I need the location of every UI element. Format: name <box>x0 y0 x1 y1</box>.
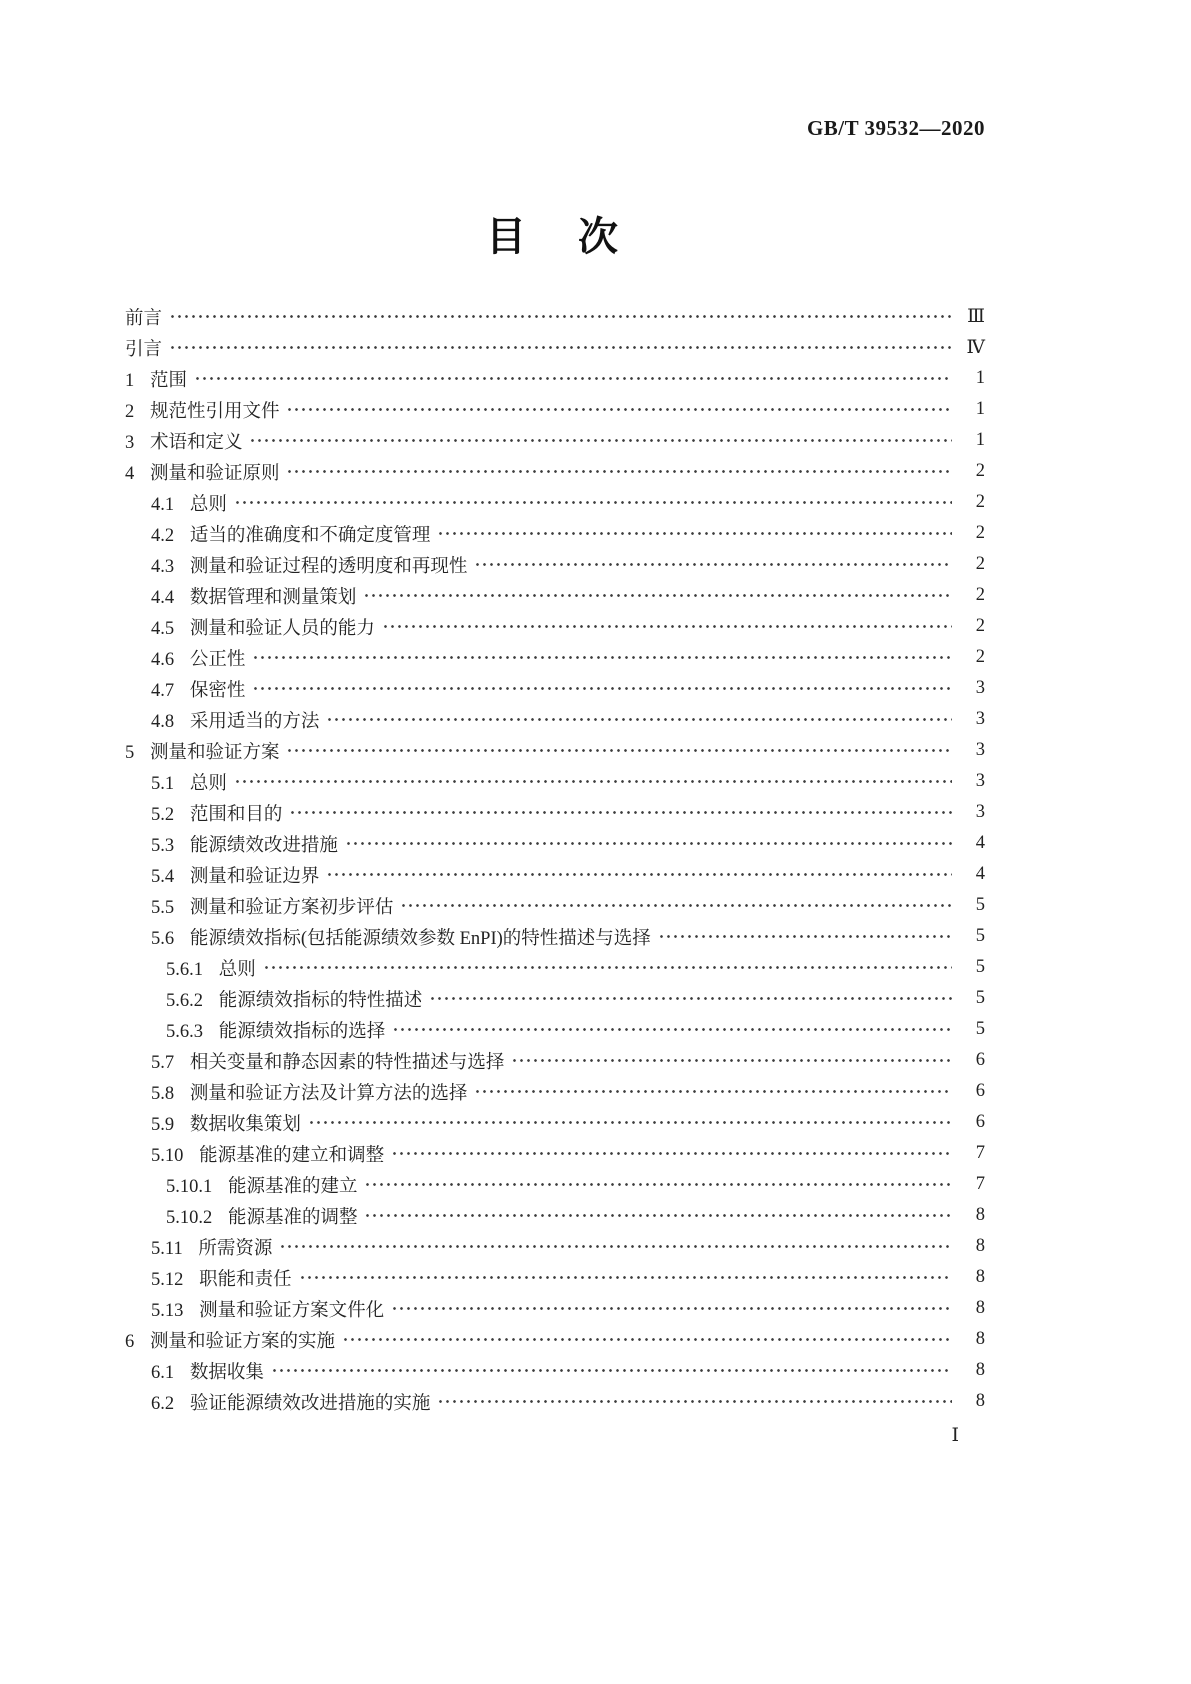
toc-entry-num: 5.2 <box>151 804 175 825</box>
dot-leader <box>363 586 952 605</box>
toc-entry-page: 2 <box>975 616 985 636</box>
toc-entry <box>125 301 985 332</box>
toc-entry <box>125 890 985 921</box>
toc-entry <box>125 425 985 456</box>
toc-entry-num: 6 <box>125 1331 135 1352</box>
dot-leader <box>263 958 952 977</box>
toc-entry-page: 8 <box>975 1236 985 1256</box>
toc-entry-page: 6 <box>975 1081 985 1101</box>
toc-entry <box>125 673 985 704</box>
toc-entry-page: 5 <box>975 988 985 1008</box>
toc-entry-text: 能源基准的建立 <box>227 1176 358 1197</box>
dot-leader <box>342 1330 952 1349</box>
toc-entry-text: 能源绩效指标(包括能源绩效参数 EnPI)的特性描述与选择 <box>189 928 651 949</box>
dot-leader <box>474 1082 952 1101</box>
toc-entry-text: 范围 <box>149 370 187 391</box>
toc-entry-num: 5.1 <box>151 773 175 794</box>
toc-entry <box>125 549 985 580</box>
toc-entry-page: 7 <box>975 1174 985 1194</box>
toc-entry-text: 数据管理和测量策划 <box>189 587 357 608</box>
toc-entry <box>125 332 985 363</box>
toc-entry-page: 2 <box>975 492 985 512</box>
toc-entry <box>125 394 985 425</box>
toc-entry-page: 8 <box>975 1391 985 1411</box>
page-title: 目 次 <box>486 214 624 259</box>
toc-entry-num: 5.6.3 <box>166 1021 203 1042</box>
toc-entry-num: 5.9 <box>151 1114 175 1135</box>
toc-entry-label <box>151 1110 301 1136</box>
toc-entry-text: 能源绩效指标的特性描述 <box>218 990 423 1011</box>
toc-entry-page: 8 <box>975 1205 985 1225</box>
toc-entry-text: 能源基准的调整 <box>227 1207 358 1228</box>
toc-entry <box>125 1138 985 1169</box>
toc-entry-num: 5.6 <box>151 928 175 949</box>
toc-entry-text: 总则 <box>218 959 256 980</box>
toc-entry-num: 5.8 <box>151 1083 175 1104</box>
toc-entry-page: 3 <box>975 709 985 729</box>
toc-entry <box>125 1231 985 1262</box>
dot-leader <box>169 307 952 326</box>
toc-entry-label <box>125 335 162 361</box>
toc-entry <box>125 921 985 952</box>
dot-leader <box>437 1392 952 1411</box>
toc-entry-num: 5.13 <box>151 1300 184 1321</box>
toc-entry-label <box>151 1389 430 1415</box>
toc-entry-text: 规范性引用文件 <box>149 401 280 422</box>
toc-entry-label <box>151 552 467 578</box>
toc-entry-num: 5.6.1 <box>166 959 203 980</box>
dot-leader <box>249 431 952 450</box>
toc-entry <box>125 766 985 797</box>
toc-entry-label <box>151 1234 272 1260</box>
toc-entry-label <box>151 1048 504 1074</box>
toc-entry-page: 4 <box>975 864 985 884</box>
dot-leader <box>299 1268 952 1287</box>
toc-entry-label <box>125 459 279 485</box>
toc-entry-label <box>151 583 356 609</box>
toc-entry-page: 3 <box>975 771 985 791</box>
toc-entry-num: 3 <box>125 432 135 453</box>
toc-entry-num: 6.1 <box>151 1362 175 1383</box>
toc-entry-text: 测量和验证原则 <box>149 463 280 484</box>
toc-entry-label <box>125 1327 335 1353</box>
toc-entry <box>125 487 985 518</box>
toc-entry-label <box>151 1141 384 1167</box>
dot-leader <box>252 679 952 698</box>
toc-entry-label <box>125 738 279 764</box>
dot-leader <box>511 1051 952 1070</box>
dot-leader <box>286 400 952 419</box>
toc-entry-text: 数据收集 <box>189 1362 264 1383</box>
toc-entry-text: 测量和验证方案的实施 <box>149 1331 335 1352</box>
toc-entry-num: 4 <box>125 463 135 484</box>
toc-entry-num: 4.1 <box>151 494 175 515</box>
toc-entry-num: 5.10 <box>151 1145 184 1166</box>
toc-entry-num: 5 <box>125 742 135 763</box>
toc-entry-page: 3 <box>975 740 985 760</box>
toc-entry-text: 采用适当的方法 <box>189 711 320 732</box>
dot-leader <box>364 1206 952 1225</box>
toc-entry-text: 公正性 <box>189 649 246 670</box>
toc-entry-page: 8 <box>975 1298 985 1318</box>
toc-entry-label <box>151 676 245 702</box>
toc-entry-num: 2 <box>125 401 135 422</box>
toc-entry-label <box>151 1079 467 1105</box>
toc-entry-num: 5.12 <box>151 1269 184 1290</box>
dot-leader <box>345 834 952 853</box>
toc-entry-label <box>125 304 162 330</box>
toc-entry-page: 1 <box>975 368 985 388</box>
toc-entry-label <box>151 521 430 547</box>
toc-entry <box>125 1014 985 1045</box>
dot-leader <box>392 1020 952 1039</box>
toc-entry-label <box>166 1172 357 1198</box>
toc-entry-text: 范围和目的 <box>189 804 283 825</box>
toc-entry-num: 6.2 <box>151 1393 175 1414</box>
dot-leader <box>382 617 952 636</box>
toc-entry-text: 验证能源绩效改进措施的实施 <box>189 1393 431 1414</box>
dot-leader <box>400 896 952 915</box>
toc-entry <box>125 611 985 642</box>
toc-entry <box>125 952 985 983</box>
toc-entry <box>125 580 985 611</box>
toc-list <box>125 301 985 1417</box>
toc-entry-label <box>151 645 245 671</box>
toc-entry <box>125 1107 985 1138</box>
toc-entry-num: 5.10.1 <box>166 1176 213 1197</box>
toc-entry-label <box>151 614 375 640</box>
toc-entry-text: 适当的准确度和不确定度管理 <box>189 525 431 546</box>
toc-entry-text: 总则 <box>189 773 227 794</box>
toc-entry-label <box>151 1265 292 1291</box>
toc-entry-page: 5 <box>975 926 985 946</box>
toc-entry-label <box>125 397 279 423</box>
toc-entry-text: 能源绩效改进措施 <box>189 835 338 856</box>
toc-entry-label <box>166 955 256 981</box>
toc-entry-text: 数据收集策划 <box>189 1114 301 1135</box>
toc-entry-num: 4.7 <box>151 680 175 701</box>
toc-entry <box>125 735 985 766</box>
toc-entry-page: 2 <box>975 554 985 574</box>
toc-entry-page: 1 <box>975 399 985 419</box>
toc-entry <box>125 1200 985 1231</box>
toc-entry-page: 5 <box>975 957 985 977</box>
toc-entry <box>125 456 985 487</box>
toc-entry-num: 4.2 <box>151 525 175 546</box>
toc-entry <box>125 1076 985 1107</box>
toc-entry <box>125 1169 985 1200</box>
toc-entry-label <box>151 1358 264 1384</box>
dot-leader <box>437 524 952 543</box>
toc-entry-num: 5.10.2 <box>166 1207 213 1228</box>
dot-leader <box>429 989 952 1008</box>
dot-leader <box>271 1361 952 1380</box>
dot-leader <box>286 462 952 481</box>
toc-entry-label <box>151 862 319 888</box>
toc-entry-label <box>151 1296 384 1322</box>
toc-entry-num: 4.5 <box>151 618 175 639</box>
toc-entry-text: 保密性 <box>189 680 246 701</box>
toc-entry-num: 4.4 <box>151 587 175 608</box>
toc-entry-num: 5.3 <box>151 835 175 856</box>
toc-entry-text: 职能和责任 <box>199 1269 292 1290</box>
toc-entry-label <box>125 366 187 392</box>
toc-entry-page: 7 <box>975 1143 985 1163</box>
toc-entry-num: 1 <box>125 370 135 391</box>
toc-entry-page: 5 <box>975 1019 985 1039</box>
dot-leader <box>289 803 952 822</box>
toc-entry-num: 5.6.2 <box>166 990 203 1011</box>
toc-entry-label <box>166 1017 385 1043</box>
toc-entry <box>125 1386 985 1417</box>
toc-entry-num: 5.5 <box>151 897 175 918</box>
toc-entry <box>125 983 985 1014</box>
toc-entry-num: 4.3 <box>151 556 175 577</box>
dot-leader <box>252 648 952 667</box>
toc-entry <box>125 642 985 673</box>
toc-entry-num: 4.6 <box>151 649 175 670</box>
toc-entry-page: 6 <box>975 1112 985 1132</box>
toc-entry-text: 相关变量和静态因素的特性描述与选择 <box>189 1052 505 1073</box>
toc-entry <box>125 1324 985 1355</box>
toc-entry-text: 测量和验证方案初步评估 <box>189 897 394 918</box>
toc-entry-label <box>166 1203 357 1229</box>
toc-entry <box>125 1293 985 1324</box>
toc-entry-label <box>151 893 393 919</box>
dot-leader <box>169 338 952 357</box>
dot-leader <box>234 493 952 512</box>
toc-entry-page: 3 <box>975 678 985 698</box>
toc-entry-text: 总则 <box>189 494 227 515</box>
toc-entry-label <box>166 986 422 1012</box>
doc-number: GB/T 39532—2020 <box>806 116 985 140</box>
toc-entry <box>125 1355 985 1386</box>
toc-entry-label <box>151 831 338 857</box>
toc-entry-num: 4.8 <box>151 711 175 732</box>
dot-leader <box>474 555 952 574</box>
toc-entry-page: 3 <box>975 802 985 822</box>
dot-leader <box>658 927 952 946</box>
toc-entry-text: 测量和验证边界 <box>189 866 320 887</box>
toc-entry-page: 8 <box>975 1360 985 1380</box>
dot-leader <box>326 710 952 729</box>
toc-entry-page: 2 <box>975 647 985 667</box>
dot-leader <box>308 1113 952 1132</box>
toc-entry-text: 测量和验证方案 <box>149 742 280 763</box>
toc-entry-text: 能源基准的建立和调整 <box>199 1145 385 1166</box>
toc-entry-num: 5.7 <box>151 1052 175 1073</box>
toc-entry-num: 5.11 <box>151 1238 183 1259</box>
toc-entry-text: 引言 <box>125 339 163 360</box>
toc-entry <box>125 704 985 735</box>
toc-entry-label <box>151 924 651 950</box>
toc-entry-text: 所需资源 <box>198 1238 273 1259</box>
toc-entry <box>125 1262 985 1293</box>
toc-entry-page: 5 <box>975 895 985 915</box>
toc-entry-text: 测量和验证人员的能力 <box>189 618 375 639</box>
toc-entry-label <box>151 490 227 516</box>
toc-entry <box>125 859 985 890</box>
page-number-footer: Ⅰ <box>951 1425 959 1446</box>
dot-leader <box>391 1144 952 1163</box>
toc-entry-page: Ⅳ <box>966 337 985 358</box>
toc-entry-text: 测量和验证方案文件化 <box>199 1300 385 1321</box>
toc-entry-text: 术语和定义 <box>149 432 243 453</box>
toc-entry <box>125 518 985 549</box>
toc-entry-label <box>151 769 227 795</box>
toc-entry-text: 测量和验证过程的透明度和再现性 <box>189 556 468 577</box>
toc-entry-label <box>151 707 319 733</box>
toc-entry-label <box>125 428 242 454</box>
toc-entry-page: 2 <box>975 461 985 481</box>
toc-entry-page: 2 <box>975 585 985 605</box>
dot-leader <box>234 772 952 791</box>
dot-leader <box>364 1175 952 1194</box>
toc-entry-page: Ⅲ <box>967 306 985 327</box>
toc-entry-text: 前言 <box>125 308 163 329</box>
toc-entry-page: 4 <box>975 833 985 853</box>
toc-entry-page: 1 <box>975 430 985 450</box>
dot-leader <box>391 1299 952 1318</box>
dot-leader <box>326 865 952 884</box>
toc-entry-page: 8 <box>975 1329 985 1349</box>
toc-entry-label <box>151 800 282 826</box>
toc-entry-page: 2 <box>975 523 985 543</box>
toc-entry-text: 能源绩效指标的选择 <box>218 1021 386 1042</box>
dot-leader <box>286 741 952 760</box>
toc-entry-num: 5.4 <box>151 866 175 887</box>
toc-entry-page: 6 <box>975 1050 985 1070</box>
toc-entry-text: 测量和验证方法及计算方法的选择 <box>189 1083 468 1104</box>
toc-entry <box>125 363 985 394</box>
toc-entry <box>125 797 985 828</box>
dot-leader <box>279 1237 952 1256</box>
toc-entry <box>125 828 985 859</box>
toc-entry <box>125 1045 985 1076</box>
dot-leader <box>194 369 952 388</box>
toc-entry-page: 8 <box>975 1267 985 1287</box>
